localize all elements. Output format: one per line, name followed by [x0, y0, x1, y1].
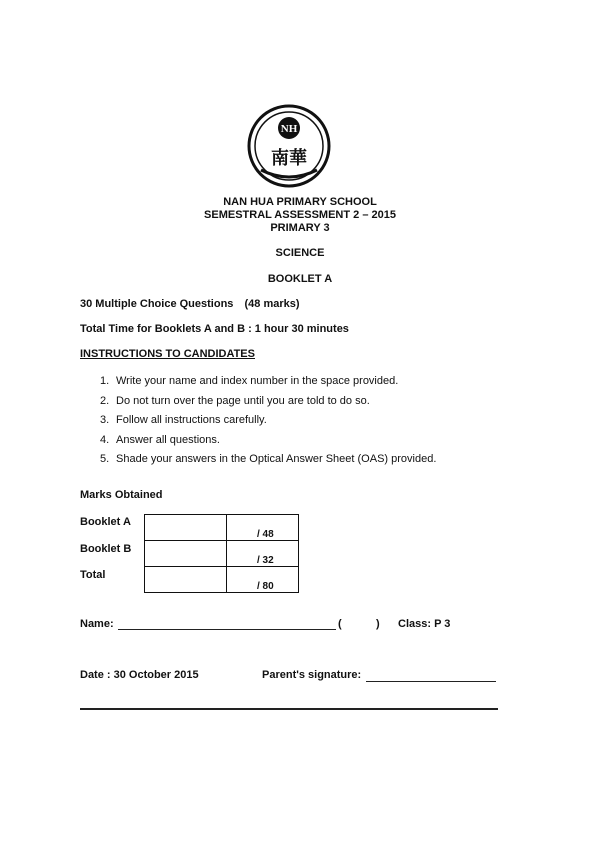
name-field[interactable]	[118, 629, 336, 630]
booklet-a-total: / 48	[227, 515, 299, 541]
logo-initials: NH	[280, 123, 298, 135]
instructions-heading: INSTRUCTIONS TO CANDIDATES	[80, 348, 255, 360]
table-row	[145, 515, 299, 541]
instruction-item: 4. Answer all questions.	[100, 433, 220, 446]
total-label: Total	[80, 569, 106, 581]
instructions-list	[100, 372, 436, 470]
booklet-b-total: / 32	[227, 541, 299, 567]
assessment-title: SEMESTRAL ASSESSMENT 2 – 2015	[204, 209, 396, 221]
overall-total: / 80	[227, 567, 299, 593]
school-logo	[247, 104, 331, 188]
logo-chinese-name: 南華	[271, 148, 307, 169]
class-label: Class: P 3	[398, 618, 451, 630]
parent-signature-label: Parent's signature:	[262, 669, 362, 681]
index-number-field[interactable]	[348, 616, 374, 632]
booklet-title: BOOKLET A	[267, 273, 333, 285]
level: PRIMARY 3	[270, 222, 330, 234]
name-label: Name:	[80, 618, 114, 630]
instruction-item: 2. Do not turn over the page until you are told to do so.	[100, 394, 370, 407]
marks-table	[144, 514, 299, 593]
bottom-divider	[80, 708, 498, 710]
date-label: Date : 30 October 2015	[80, 669, 199, 681]
total-marks: (48 marks)	[244, 298, 300, 310]
booklet-b-score-cell[interactable]	[145, 541, 227, 567]
instruction-item: 3. Follow all instructions carefully.	[100, 414, 267, 426]
questions-count: 30 Multiple Choice Questions	[80, 298, 234, 310]
booklet-a-label: Booklet A	[80, 516, 131, 528]
subject: SCIENCE	[275, 247, 325, 259]
instruction-item: 1. Write your name and index number in the space provided.	[100, 375, 399, 387]
table-row	[145, 541, 299, 567]
booklet-a-score-cell[interactable]	[145, 515, 227, 541]
booklet-b-label: Booklet B	[80, 543, 132, 555]
table-row	[145, 567, 299, 593]
parent-signature-field[interactable]	[366, 681, 496, 682]
school-name: NAN HUA PRIMARY SCHOOL	[223, 196, 377, 208]
marks-obtained-heading: Marks Obtained	[80, 489, 163, 501]
instruction-item: 5. Shade your answers in the Optical Answer Sheet (OAS) provided.	[100, 453, 437, 465]
index-close-paren: )	[376, 618, 380, 630]
total-score-cell[interactable]	[145, 567, 227, 593]
index-open-paren: (	[338, 618, 342, 630]
questions-summary	[80, 298, 300, 310]
total-time: Total Time for Booklets A and B : 1 hour 30 minutes	[80, 323, 349, 335]
